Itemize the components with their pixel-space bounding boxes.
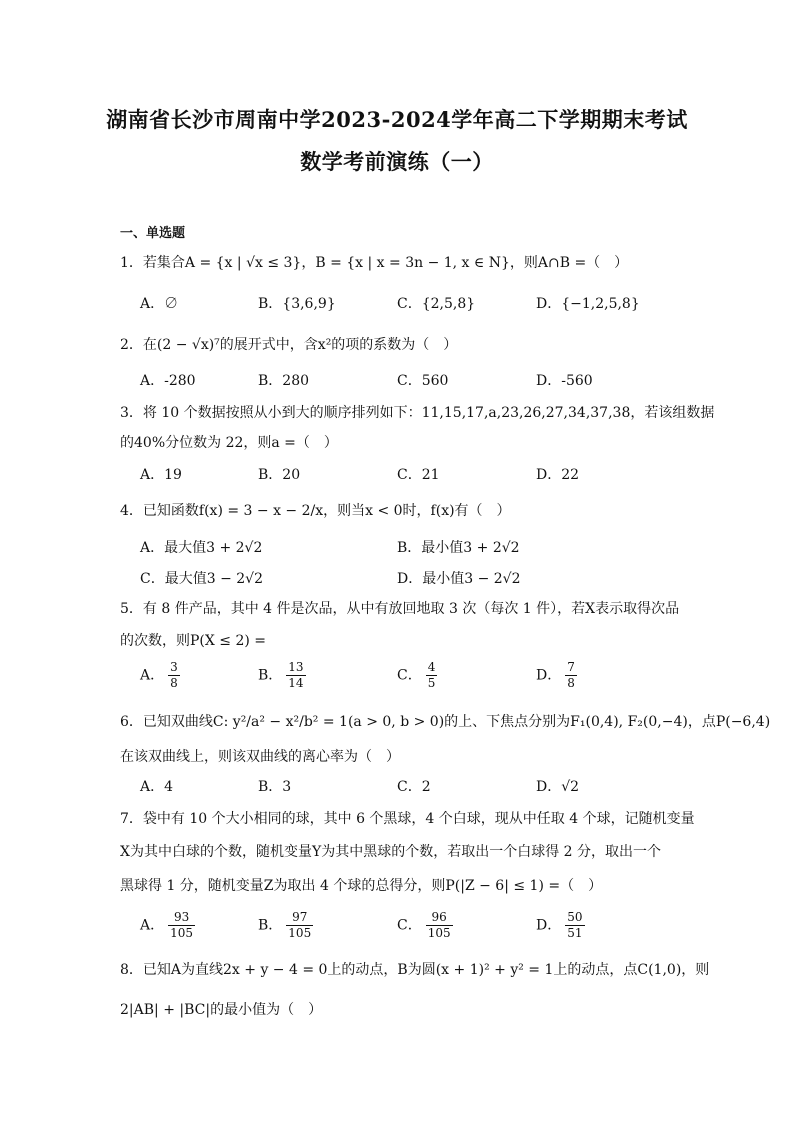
q2-option-d: D．-560 <box>536 373 593 389</box>
q5-option-b: B． $\frac{13}{14}$ <box>258 660 304 690</box>
q2-option-b: B．280 <box>258 373 310 389</box>
q1-option-d: D．{−1,2,5,8} <box>536 296 640 312</box>
section-heading: 一、单选题 <box>120 226 186 241</box>
q5-option-c: C． $\frac{4}{5}$ <box>397 660 436 690</box>
question-7-text-cont2: 黑球得 1 分，随机变量Z为取出 4 个球的总得分，则P(|Z − 6| ≤ 1) =（ ） <box>120 878 603 894</box>
q7-option-b: B． $\frac{97}{105}$ <box>258 910 312 940</box>
q7-d-fraction: $\frac{50}{51}$ <box>567 910 583 940</box>
q1-option-c: C．{2,5,8} <box>397 296 476 312</box>
q5-option-d: D． $\frac{7}{8}$ <box>536 660 575 690</box>
question-8-text-cont: 2|AB| + |BC|的最小值为（ ） <box>120 1002 323 1018</box>
q5-c-fraction: $\frac{4}{5}$ <box>427 660 436 690</box>
question-5-text: 5．有 8 件产品，其中 4 件是次品，从中有放回地取 3 次（每次 1 件），若X表示取得次品 <box>120 601 680 617</box>
q4-option-d: D．最小值3 − 2√2 <box>397 571 521 587</box>
q4-option-b: B．最小值3 + 2√2 <box>397 540 520 556</box>
q7-c-fraction: $\frac{96}{105}$ <box>427 910 451 940</box>
question-3-text: 3．将 10 个数据按照从小到大的顺序排列如下：11,15,17,a,23,26,27,34,37,38，若该组数据 <box>120 405 715 421</box>
q4-option-a: A．最大值3 + 2√2 <box>140 540 263 556</box>
q6-option-d: D．√2 <box>536 779 580 795</box>
q7-option-d: D． $\frac{50}{51}$ <box>536 910 583 940</box>
q3-option-d: D．22 <box>536 467 580 483</box>
q3-option-a: A．19 <box>140 467 182 483</box>
q6-option-b: B．3 <box>258 779 292 795</box>
q7-option-a: A． $\frac{93}{105}$ <box>140 910 194 940</box>
question-6-text: 6．已知双曲线C: y²/a² − x²/b² = 1(a > 0, b > 0)的上、下焦点分别为F₁(0,4), F₂(0,−4)，点P(−6,4) <box>120 714 771 730</box>
question-2-text: 2．在(2 − √x)⁷的展开式中，含x²的项的系数为（ ） <box>120 337 458 353</box>
question-6-text-cont: 在该双曲线上，则该双曲线的离心率为（ ） <box>120 749 400 765</box>
question-3-text-cont: 的40%分位数为 22，则a =（ ） <box>120 435 338 451</box>
q6-option-a: A．4 <box>140 779 174 795</box>
q4-option-c: C．最大值3 − 2√2 <box>140 571 263 587</box>
question-4-text: 4．已知函数f(x) = 3 − x − 2/x，则当x < 0时，f(x)有（ ） <box>120 503 511 519</box>
exam-subtitle: 数学考前演练（一） <box>300 149 494 174</box>
q7-a-fraction: $\frac{93}{105}$ <box>170 910 194 940</box>
q5-b-fraction: $\frac{13}{14}$ <box>288 660 304 690</box>
q2-option-a: A．-280 <box>140 373 196 389</box>
q5-option-a: A． $\frac{3}{8}$ <box>140 660 178 690</box>
q3-option-b: B．20 <box>258 467 301 483</box>
question-7-text: 7．袋中有 10 个大小相同的球，其中 6 个黑球，4 个白球，现从中任取 4 个球，记随机变量 <box>120 811 695 827</box>
q3-option-c: C．21 <box>397 467 440 483</box>
question-5-text-cont: 的次数，则P(X ≤ 2) = <box>120 633 267 649</box>
q5-a-fraction: $\frac{3}{8}$ <box>170 660 178 690</box>
q6-option-c: C．2 <box>397 779 431 795</box>
exam-title: 湖南省长沙市周南中学2023-2024学年高二下学期期末考试 <box>106 107 688 132</box>
q7-b-fraction: $\frac{97}{105}$ <box>288 910 312 940</box>
q1-option-a: A．∅ <box>140 296 179 312</box>
q2-option-c: C．560 <box>397 373 449 389</box>
q7-option-c: C． $\frac{96}{105}$ <box>397 910 451 940</box>
question-8-text: 8．已知A为直线2x + y − 4 = 0上的动点，B为圆(x + 1)² + y² = 1上的动点，点C(1,0)，则 <box>120 962 710 978</box>
q5-d-fraction: $\frac{7}{8}$ <box>567 660 575 690</box>
question-7-text-cont1: X为其中白球的个数，随机变量Y为其中黑球的个数，若取出一个白球得 2 分，取出一个 <box>120 844 662 860</box>
question-1-text: 1．若集合A = {x | √x ≤ 3}，B = {x | x = 3n − 1, x ∈ N}，则A∩B =（ ） <box>120 255 629 271</box>
q1-option-b: B．{3,6,9} <box>258 296 336 312</box>
